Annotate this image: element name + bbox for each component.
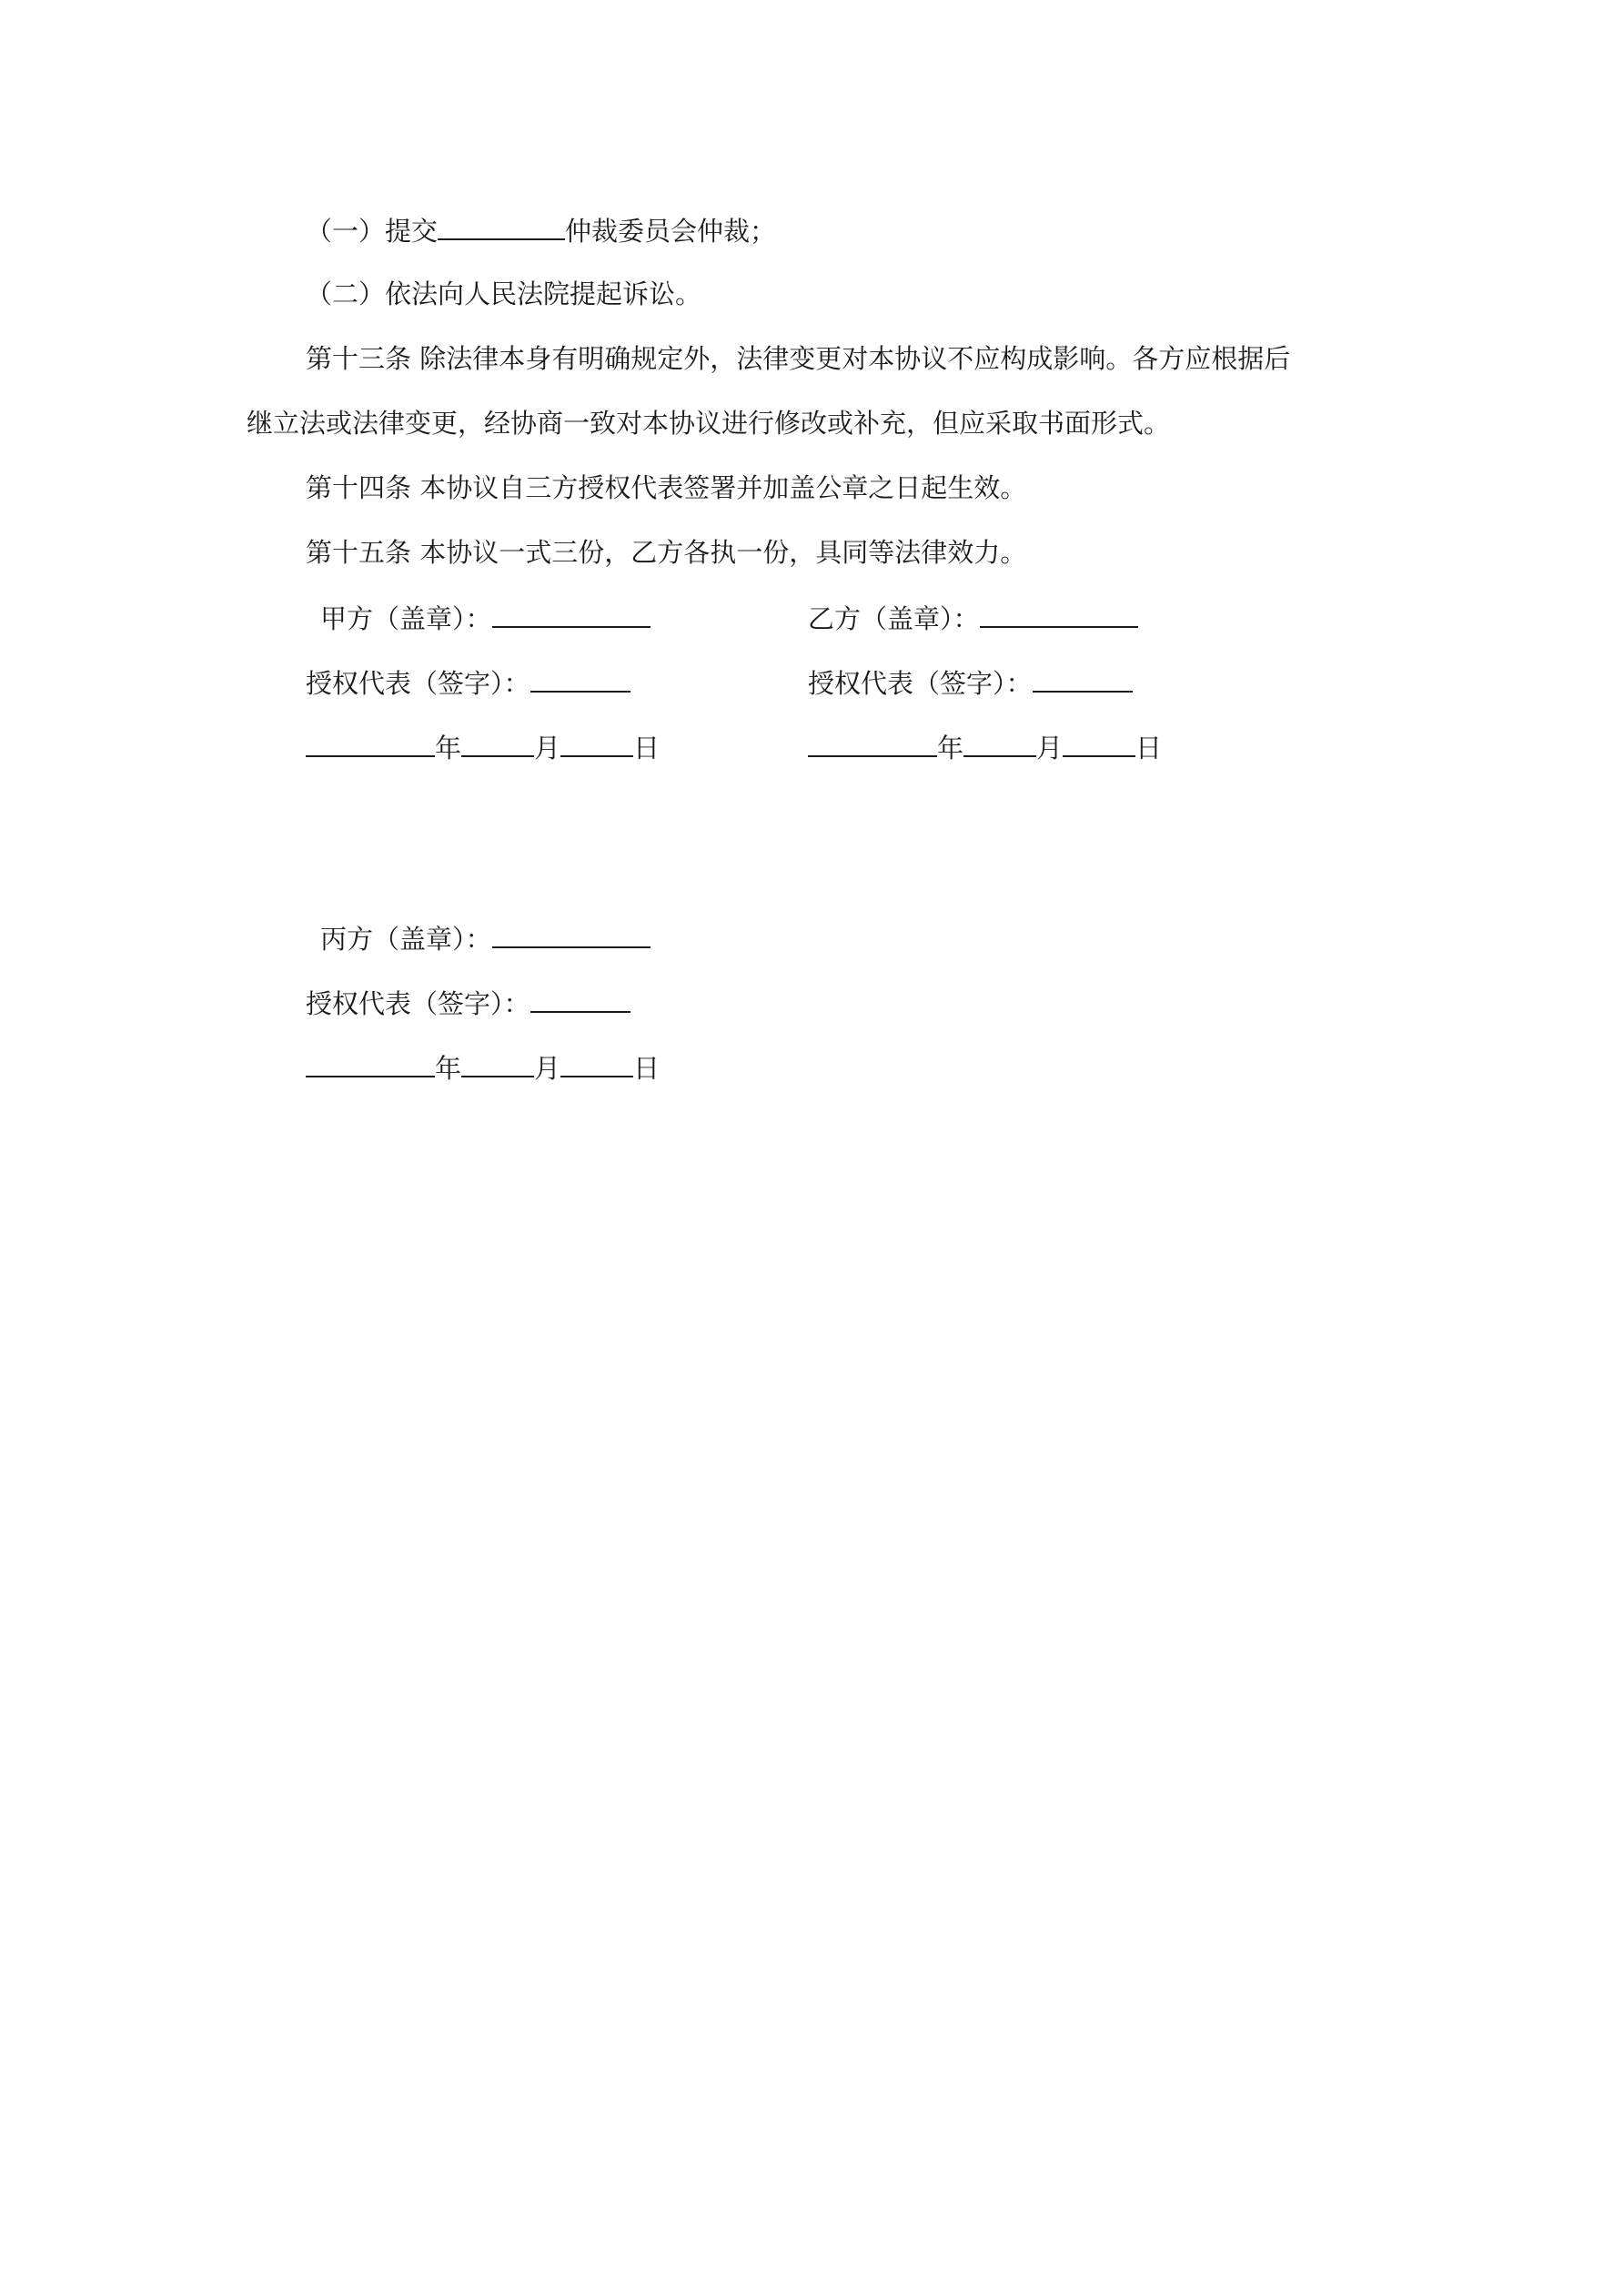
party-a-year-blank bbox=[306, 728, 435, 757]
party-b-day-label: 日 bbox=[1135, 733, 1163, 764]
party-b-date bbox=[808, 728, 1162, 766]
party-c-month-label: 月 bbox=[534, 1053, 561, 1084]
article-13-line-1: 第十三条 除法律本身有明确规定外，法律变更对本协议不应构成影响。各方应根据后 bbox=[306, 343, 1291, 374]
party-a-day-blank bbox=[560, 728, 633, 757]
party-c-day-blank bbox=[560, 1048, 633, 1077]
party-b-year-blank bbox=[808, 728, 937, 757]
party-b-rep-blank bbox=[1033, 663, 1133, 693]
party-b-label: 乙方（盖章）： bbox=[808, 603, 980, 634]
party-c-day-label: 日 bbox=[633, 1053, 661, 1084]
party-b-rep-label: 授权代表（签字）： bbox=[808, 668, 1033, 699]
party-b-month-blank bbox=[963, 728, 1036, 757]
clause-item-1-prefix: （一）提交 bbox=[306, 216, 439, 247]
party-a-seal bbox=[320, 599, 651, 637]
party-a-month-label: 月 bbox=[534, 733, 561, 764]
party-c-year-blank bbox=[306, 1048, 435, 1077]
article-13-line-2: 继立法或法律变更，经协商一致对本协议进行修改或补充，但应采取书面形式。 bbox=[247, 408, 1171, 439]
clause-item-2: （二）依法向人民法院提起诉讼。 bbox=[306, 278, 702, 309]
party-c-label: 丙方（盖章）： bbox=[320, 924, 492, 955]
party-b-rep bbox=[808, 663, 1133, 702]
party-a-rep bbox=[306, 663, 630, 702]
party-c-seal bbox=[320, 919, 651, 957]
party-c-rep bbox=[306, 984, 630, 1022]
party-a-year-label: 年 bbox=[435, 733, 462, 764]
party-c-year-label: 年 bbox=[435, 1053, 462, 1084]
party-b-seal bbox=[808, 599, 1138, 637]
article-15: 第十五条 本协议一式三份，乙方各执一份，具同等法律效力。 bbox=[306, 537, 1027, 568]
article-14: 第十四条 本协议自三方授权代表签署并加盖公章之日起生效。 bbox=[306, 472, 1027, 503]
party-c-rep-blank bbox=[530, 984, 630, 1013]
party-c-seal-blank bbox=[492, 919, 651, 948]
party-b-year-label: 年 bbox=[937, 733, 964, 764]
party-a-rep-label: 授权代表（签字）： bbox=[306, 668, 530, 699]
party-a-label: 甲方（盖章）： bbox=[320, 603, 492, 634]
party-a-seal-blank bbox=[492, 599, 651, 628]
party-a-date bbox=[306, 728, 660, 766]
party-b-month-label: 月 bbox=[1036, 733, 1064, 764]
party-b-seal-blank bbox=[980, 599, 1138, 628]
party-a-day-label: 日 bbox=[633, 733, 661, 764]
clause-item-1 bbox=[306, 211, 776, 249]
party-b-day-blank bbox=[1063, 728, 1135, 757]
clause-item-1-suffix: 仲裁委员会仲裁； bbox=[565, 216, 777, 247]
party-a-rep-blank bbox=[530, 663, 630, 693]
party-a-month-blank bbox=[461, 728, 534, 757]
party-c-month-blank bbox=[461, 1048, 534, 1077]
arbitration-committee-blank bbox=[438, 211, 565, 240]
party-c-rep-label: 授权代表（签字）： bbox=[306, 988, 530, 1019]
party-c-date bbox=[306, 1048, 660, 1087]
